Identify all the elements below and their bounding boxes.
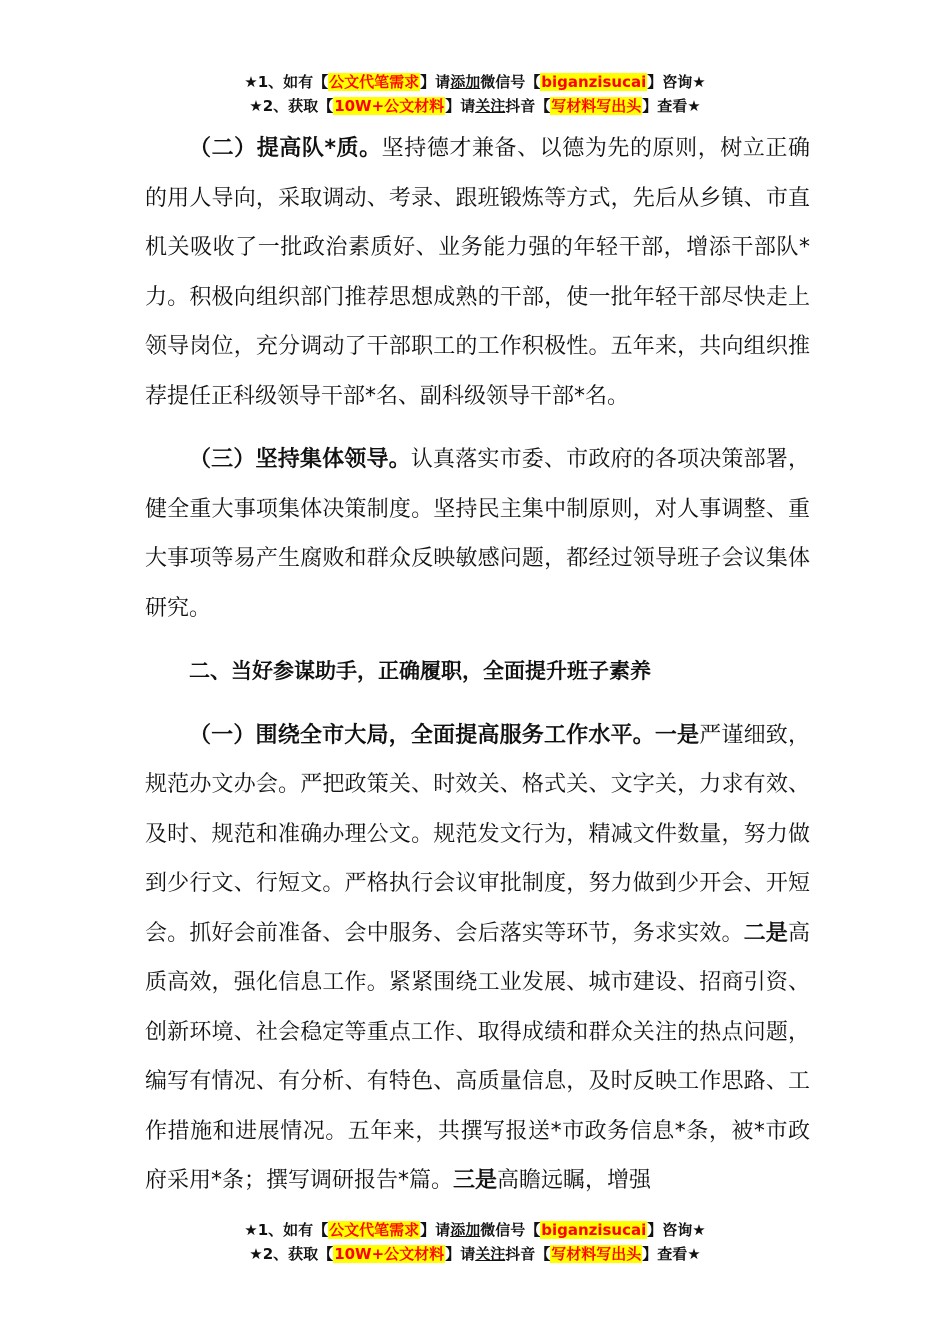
underlined-text: 添加 [450, 1221, 481, 1239]
wechat-id-highlight: biganzisucai [541, 73, 647, 91]
underlined-text: 添加 [450, 73, 481, 91]
wechat-id-highlight: biganzisucai [541, 1221, 647, 1239]
section-heading: 二、当好参谋助手，正确履职，全面提升班子素养 [189, 659, 651, 683]
document-body [145, 124, 810, 1206]
banner-text: 】请 [420, 73, 451, 91]
paragraph-text: 高瞻远瞩，增强 [497, 1168, 652, 1193]
banner-text: ★2、获取【 [249, 1245, 334, 1263]
paragraph-lead: （三）坚持集体领导。 [189, 447, 411, 472]
banner-text: 微信号【 [480, 1221, 541, 1239]
footer-banner [0, 1218, 950, 1266]
banner-text: 】请 [445, 1245, 476, 1263]
banner-text: 抖音【 [505, 97, 551, 115]
paragraph-collective-leadership [145, 435, 810, 633]
banner-text: 】请 [445, 97, 476, 115]
paragraph-text: 严谨细致，规范办文办会。严把政策关、时效关、格式关、文字关，力求有效、及时、规范和准确办理公文。规范发文行为，精减文件数量，努力做到少行文、行短文。严格执行会议审批制度，努力做到少开会、开短会。抓好会前准备、会中服务、会后落实等环节，务求实效。 [145, 722, 810, 946]
paragraph-text: 高质高效，强化信息工作。紧紧围绕工业发展、城市建设、招商引资、创新环境、社会稳定等重点工作、取得成绩和群众关注的热点问题，编写有情况、有分析、有特色、高质量信息，及时反映工作思路、工作措施和进展情况。五年来，共撰写报送*市政务信息*条，被*市政府采用*条；撰写调研报告*篇。 [145, 920, 810, 1193]
underlined-text: 关注 [475, 1245, 506, 1263]
highlight-text: 公文代笔需求 [329, 1221, 420, 1239]
banner-text: 】查看★ [642, 1245, 701, 1263]
banner-text: 抖音【 [505, 1245, 551, 1263]
point-marker: 三是 [453, 1168, 498, 1193]
banner-text: 】查看★ [642, 97, 701, 115]
paragraph-lead: （一）围绕全市大局，全面提高服务工作水平。一是 [189, 722, 700, 748]
highlight-text: 10W+公文材料 [334, 1245, 445, 1263]
douyin-id-highlight: 写材料写出头 [551, 1245, 642, 1263]
douyin-id-highlight: 写材料写出头 [551, 97, 642, 115]
paragraph-text: 认真落实市委、市政府的各项决策部署，健全重大事项集体决策制度。坚持民主集中制原则，对人事调整、重大事项等易产生腐败和群众反映敏感问题，都经过领导班子会议集体研究。 [145, 447, 810, 621]
banner-line-2 [0, 1242, 950, 1266]
paragraph-text: 坚持德才兼备、以德为先的原则，树立正确的用人导向，采取调动、考录、跟班锻炼等方式，先后从乡镇、市直机关吸收了一批政治素质好、业务能力强的年轻干部，增添干部队*力。积极向组织部门推荐思想成熟的干部，使一批年轻干部尽快走上领导岗位，充分调动了干部职工的工作积极性。五年来，共向组织推荐提任正科级领导干部*名、副科级领导干部*名。 [145, 136, 810, 409]
highlight-text: 10W+公文材料 [334, 97, 445, 115]
paragraph-lead: （二）提高队*质。 [189, 136, 382, 161]
paragraph-team-quality [145, 124, 810, 421]
banner-text: ★2、获取【 [249, 97, 334, 115]
header-banner [0, 70, 950, 118]
banner-text: 】咨询★ [647, 1221, 706, 1239]
point-marker: 二是 [743, 920, 788, 946]
banner-line-2 [0, 94, 950, 118]
paragraph-service-level [145, 711, 810, 1206]
banner-line-1 [0, 1218, 950, 1242]
highlight-text: 公文代笔需求 [329, 73, 420, 91]
banner-text: 】请 [420, 1221, 451, 1239]
banner-text: 】咨询★ [647, 73, 706, 91]
banner-line-1 [0, 70, 950, 94]
banner-text: ★1、如有【 [244, 1221, 329, 1239]
banner-text: 微信号【 [480, 73, 541, 91]
banner-text: ★1、如有【 [244, 73, 329, 91]
underlined-text: 关注 [475, 97, 506, 115]
